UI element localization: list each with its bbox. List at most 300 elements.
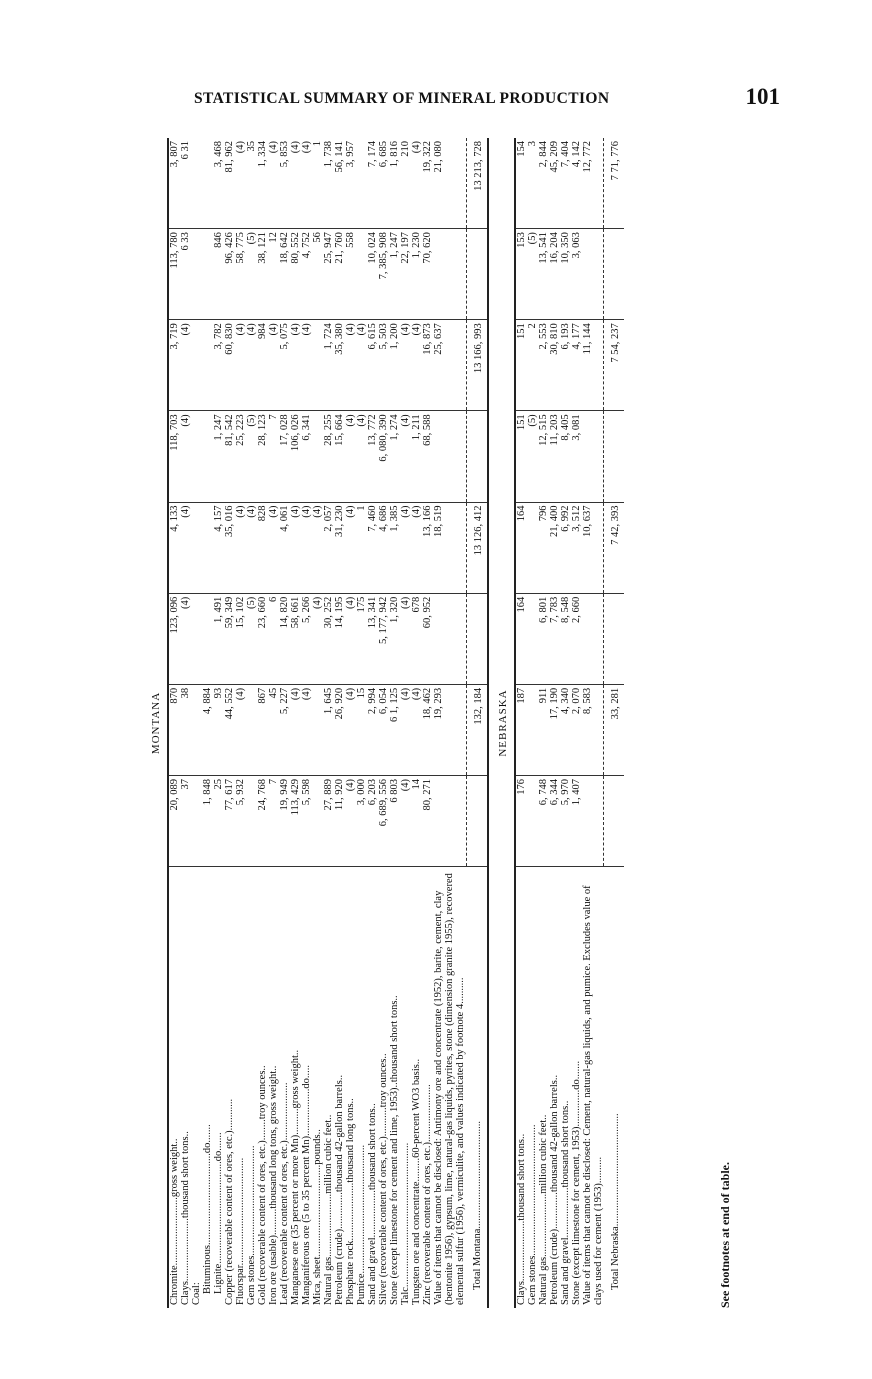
cell-value: 18, 519 bbox=[433, 502, 466, 593]
cell-value: 558 bbox=[345, 229, 356, 320]
cell-value: 1, 816 bbox=[389, 138, 400, 229]
row-label: Tungsten ore and concentrate.........60-percent WO3 basis.. bbox=[411, 1058, 422, 1305]
row-label: Gem stones.......................................... bbox=[246, 1145, 257, 1305]
state-heading-row bbox=[142, 138, 168, 1308]
table-row bbox=[279, 138, 290, 1308]
cell-value: 11, 144 bbox=[582, 320, 604, 411]
cell-value: 6, 341 bbox=[301, 411, 312, 502]
cell-value bbox=[582, 593, 604, 684]
cell-value: 6, 748 bbox=[538, 775, 549, 866]
cell-value: 6, 615 bbox=[367, 320, 378, 411]
cell-value: 7, 404 bbox=[560, 138, 571, 229]
cell-value bbox=[202, 320, 213, 411]
cell-value: (4) bbox=[400, 320, 411, 411]
cell-value: (4) bbox=[345, 320, 356, 411]
cell-value: 27, 889 bbox=[323, 775, 334, 866]
cell-value: 5, 970 bbox=[560, 775, 571, 866]
cell-value bbox=[191, 320, 202, 411]
cell-value bbox=[433, 775, 466, 866]
cell-value: 2, 660 bbox=[571, 593, 582, 684]
cell-value bbox=[527, 775, 538, 866]
cell-value: (4) bbox=[301, 138, 312, 229]
row-label: Sand and gravel..................thousand short tons.. bbox=[367, 1103, 378, 1305]
cell-value bbox=[527, 593, 538, 684]
row-label: Petroleum (crude)..............thousand 42-gallon barrels.. bbox=[548, 1074, 560, 1305]
cell-value: 19, 322 bbox=[422, 138, 433, 229]
cell-value bbox=[191, 229, 202, 320]
row-label: Clays........................thousand short tons.. bbox=[180, 1131, 191, 1305]
cell-value: 4, 157 bbox=[213, 502, 224, 593]
cell-value bbox=[202, 411, 213, 502]
cell-value: 28, 255 bbox=[323, 411, 334, 502]
row-label: Pumice................................................. bbox=[356, 1144, 367, 1305]
cell-value: 1, 334 bbox=[257, 138, 268, 229]
cell-value: 2, 994 bbox=[367, 684, 378, 775]
total-value bbox=[466, 593, 488, 684]
cell-value bbox=[312, 775, 323, 866]
cell-value: 1, 200 bbox=[389, 320, 400, 411]
cell-value: 16, 204 bbox=[549, 229, 560, 320]
cell-value: 176 bbox=[515, 775, 527, 866]
cell-value: 22, 197 bbox=[400, 229, 411, 320]
table-row bbox=[257, 138, 268, 1308]
cell-value: 1, 645 bbox=[323, 684, 334, 775]
table-row bbox=[433, 138, 466, 1308]
cell-value: 4, 061 bbox=[279, 502, 290, 593]
cell-value: 21, 400 bbox=[549, 502, 560, 593]
cell-value: 25, 223 bbox=[235, 411, 246, 502]
table-row bbox=[213, 138, 224, 1308]
total-row bbox=[466, 138, 488, 1308]
running-title: STATISTICAL SUMMARY OF MINERAL PRODUCTION bbox=[194, 90, 610, 107]
cell-value: 15 bbox=[356, 684, 367, 775]
total-value bbox=[466, 411, 488, 502]
total-value bbox=[604, 411, 625, 502]
cell-value: 4, 133 bbox=[168, 502, 180, 593]
cell-value: 44, 552 bbox=[224, 684, 235, 775]
row-label: Stone (except limestone for cement, 1953)..............do....... bbox=[570, 1060, 582, 1305]
row-label: Mica, sheet...................................pounds.. bbox=[312, 1129, 323, 1305]
row-label: Value of items that cannot be disclosed: Cement, natural-gas liquids, and pumice. Excludes value of clays used for cement (1953).......... bbox=[581, 885, 604, 1305]
table-row bbox=[422, 138, 433, 1308]
cell-value: 6 1, 125 bbox=[389, 684, 400, 775]
cell-value: 12 bbox=[268, 229, 279, 320]
cell-value: 7, 385, 908 bbox=[378, 229, 389, 320]
cell-value: 13, 772 bbox=[367, 411, 378, 502]
cell-value: 19, 949 bbox=[279, 775, 290, 866]
cell-value: (4) bbox=[235, 502, 246, 593]
total-value: 13 213, 728 bbox=[466, 138, 488, 229]
cell-value bbox=[527, 502, 538, 593]
cell-value: (4) bbox=[180, 593, 191, 684]
row-label: Lead (recoverable content of ores, etc.)...................... bbox=[279, 1082, 290, 1305]
cell-value: 24, 768 bbox=[257, 775, 268, 866]
state-heading: NEBRASKA bbox=[488, 138, 515, 1308]
cell-value: 1, 247 bbox=[213, 411, 224, 502]
cell-value: 151 bbox=[515, 411, 527, 502]
cell-value: 1, 724 bbox=[323, 320, 334, 411]
table-row bbox=[202, 138, 213, 1308]
cell-value: (5) bbox=[527, 229, 538, 320]
cell-value bbox=[202, 138, 213, 229]
cell-value: 3, 782 bbox=[213, 320, 224, 411]
cell-value: 7, 174 bbox=[367, 138, 378, 229]
table-row bbox=[378, 138, 389, 1308]
cell-value bbox=[191, 775, 202, 866]
cell-value: 17, 028 bbox=[279, 411, 290, 502]
cell-value: (4) bbox=[411, 684, 422, 775]
cell-value: 17, 190 bbox=[549, 684, 560, 775]
cell-value: (4) bbox=[400, 684, 411, 775]
total-value bbox=[604, 593, 625, 684]
cell-value: 846 bbox=[213, 229, 224, 320]
cell-value: 187 bbox=[515, 684, 527, 775]
cell-value: 13, 541 bbox=[538, 229, 549, 320]
total-value: 13 166, 993 bbox=[466, 320, 488, 411]
cell-value: 21, 080 bbox=[433, 138, 466, 229]
table-row bbox=[356, 138, 367, 1308]
cell-value: 25 bbox=[213, 775, 224, 866]
cell-value: 81, 542 bbox=[224, 411, 235, 502]
cell-value bbox=[191, 593, 202, 684]
cell-value: 2 bbox=[527, 320, 538, 411]
row-label: Manganese ore (35 percent or more Mn)..........gross weight.. bbox=[290, 1049, 301, 1305]
cell-value: (4) bbox=[268, 320, 279, 411]
cell-value: 35, 016 bbox=[224, 502, 235, 593]
cell-value bbox=[356, 138, 367, 229]
cell-value bbox=[191, 684, 202, 775]
cell-value bbox=[246, 775, 257, 866]
cell-value: 5, 503 bbox=[378, 320, 389, 411]
cell-value: 5, 266 bbox=[301, 593, 312, 684]
cell-value: 4, 177 bbox=[571, 320, 582, 411]
table-row bbox=[224, 138, 235, 1308]
cell-value: 35, 380 bbox=[334, 320, 345, 411]
cell-value: 1, 274 bbox=[389, 411, 400, 502]
row-label: Phosphate rock......................thousand long tons.. bbox=[345, 1098, 356, 1305]
cell-value: (4) bbox=[235, 138, 246, 229]
cell-value: 45 bbox=[268, 684, 279, 775]
cell-value: 113, 780 bbox=[168, 229, 180, 320]
cell-value: 984 bbox=[257, 320, 268, 411]
table-row bbox=[180, 138, 191, 1308]
cell-value: 12, 515 bbox=[538, 411, 549, 502]
cell-value: 3, 512 bbox=[571, 502, 582, 593]
cell-value: 28, 123 bbox=[257, 411, 268, 502]
row-label: Gem stones.................................................. bbox=[526, 1124, 538, 1305]
row-label: Copper (recoverable content of ores, etc.)............ bbox=[224, 1098, 235, 1305]
table-row bbox=[389, 138, 400, 1308]
cell-value: 37 bbox=[180, 775, 191, 866]
cell-value: 80, 552 bbox=[290, 229, 301, 320]
cell-value: 30, 252 bbox=[323, 593, 334, 684]
table-row bbox=[560, 138, 571, 1308]
cell-value: (4) bbox=[345, 684, 356, 775]
row-label: Petroleum (crude)..............thousand 42-gallon barrels.. bbox=[334, 1074, 345, 1305]
cell-value: (4) bbox=[400, 502, 411, 593]
row-label: Sand and gravel...................thousand short tons.. bbox=[559, 1100, 571, 1305]
total-label: Total Montana......................................... bbox=[472, 1121, 483, 1290]
table-row bbox=[400, 138, 411, 1308]
cell-value: (4) bbox=[345, 775, 356, 866]
cell-value: (4) bbox=[180, 411, 191, 502]
cell-value: (4) bbox=[235, 320, 246, 411]
cell-value: (4) bbox=[290, 502, 301, 593]
table-row bbox=[411, 138, 422, 1308]
cell-value bbox=[312, 320, 323, 411]
cell-value: (4) bbox=[400, 593, 411, 684]
cell-value: (4) bbox=[301, 684, 312, 775]
cell-value: 113, 429 bbox=[290, 775, 301, 866]
cell-value: 828 bbox=[257, 502, 268, 593]
cell-value: 6, 193 bbox=[560, 320, 571, 411]
table-row bbox=[538, 138, 549, 1308]
total-value: 7 42, 393 bbox=[604, 502, 625, 593]
cell-value: 1, 247 bbox=[389, 229, 400, 320]
rotated-table-area bbox=[130, 128, 730, 1308]
cell-value: 911 bbox=[538, 684, 549, 775]
cell-value: 175 bbox=[356, 593, 367, 684]
cell-value: 60, 952 bbox=[422, 593, 433, 684]
table-row bbox=[515, 138, 527, 1308]
table-row bbox=[334, 138, 345, 1308]
cell-value bbox=[202, 593, 213, 684]
cell-value: 7 bbox=[268, 775, 279, 866]
cell-value: 2, 057 bbox=[323, 502, 334, 593]
cell-value: 5, 075 bbox=[279, 320, 290, 411]
cell-value: 154 bbox=[515, 138, 527, 229]
cell-value: 6, 685 bbox=[378, 138, 389, 229]
table-row bbox=[582, 138, 604, 1308]
cell-value bbox=[202, 502, 213, 593]
cell-value: 8, 405 bbox=[560, 411, 571, 502]
row-label: Gold (recoverable content of ores, etc.)........troy ounces.. bbox=[257, 1065, 268, 1305]
total-label: Total Nebraska........................................... bbox=[609, 1113, 621, 1290]
cell-value: 70, 620 bbox=[422, 229, 433, 320]
cell-value bbox=[246, 684, 257, 775]
cell-value: 58, 775 bbox=[235, 229, 246, 320]
cell-value: 4, 686 bbox=[378, 502, 389, 593]
cell-value: 11, 920 bbox=[334, 775, 345, 866]
cell-value: 18, 462 bbox=[422, 684, 433, 775]
table-body bbox=[142, 138, 624, 1308]
cell-value: 1, 491 bbox=[213, 593, 224, 684]
cell-value: 6 31 bbox=[180, 138, 191, 229]
cell-value: (4) bbox=[290, 138, 301, 229]
cell-value: 38 bbox=[180, 684, 191, 775]
cell-value: (4) bbox=[411, 502, 422, 593]
cell-value bbox=[312, 411, 323, 502]
cell-value: 5, 932 bbox=[235, 775, 246, 866]
row-label: Natural gas........................million cubic feet.. bbox=[323, 1114, 334, 1305]
cell-value: 6, 203 bbox=[367, 775, 378, 866]
cell-value: 6 bbox=[268, 593, 279, 684]
row-label: Value of items that cannot be disclosed: Antimony ore and concentrate (1952), barite, cement, clay (bentonite 1956), gypsum, lime, natural-gas liquids, pyrites, stone (dimension granite 1955), recovered elemental sulfur (1956), vermiculite, and values indicated by footnote 4.......... bbox=[433, 873, 466, 1305]
cell-value: 10, 024 bbox=[367, 229, 378, 320]
cell-value bbox=[582, 775, 604, 866]
cell-value: 58, 661 bbox=[290, 593, 301, 684]
cell-value: 1, 320 bbox=[389, 593, 400, 684]
cell-value: (4) bbox=[268, 502, 279, 593]
state-heading: MONTANA bbox=[150, 691, 162, 755]
cell-value: 5, 853 bbox=[279, 138, 290, 229]
row-label: Chromite..........................gross weight.. bbox=[168, 867, 180, 1308]
cell-value: 14 bbox=[411, 775, 422, 866]
rotated-page bbox=[130, 128, 730, 1308]
cell-value: 1 bbox=[312, 138, 323, 229]
row-label: Zinc (recoverable content of ores, etc.)...................... bbox=[422, 1084, 433, 1305]
cell-value: 1, 230 bbox=[411, 229, 422, 320]
cell-value: 2, 070 bbox=[571, 684, 582, 775]
cell-value: 21, 760 bbox=[334, 229, 345, 320]
table-row bbox=[323, 138, 334, 1308]
cell-value: (4) bbox=[235, 684, 246, 775]
cell-value: 6, 992 bbox=[560, 502, 571, 593]
cell-value: 6, 080, 390 bbox=[378, 411, 389, 502]
cell-value: (4) bbox=[345, 502, 356, 593]
cell-value: 164 bbox=[515, 502, 527, 593]
total-value bbox=[604, 229, 625, 320]
cell-value: (4) bbox=[312, 593, 323, 684]
cell-value: (4) bbox=[345, 593, 356, 684]
cell-value: 1, 407 bbox=[571, 775, 582, 866]
cell-value: 1 bbox=[356, 502, 367, 593]
row-label: Talc....................................................... bbox=[400, 1142, 411, 1305]
cell-value: 81, 962 bbox=[224, 138, 235, 229]
cell-value: 25, 947 bbox=[323, 229, 334, 320]
cell-value: (4) bbox=[246, 320, 257, 411]
cell-value: 106, 026 bbox=[290, 411, 301, 502]
cell-value: 31, 230 bbox=[334, 502, 345, 593]
table-row bbox=[301, 138, 312, 1308]
row-label: Fluorspar......................................... bbox=[235, 1157, 246, 1305]
cell-value: 8, 548 bbox=[560, 593, 571, 684]
cell-value: 77, 617 bbox=[224, 775, 235, 866]
total-row bbox=[604, 138, 625, 1308]
cell-value: 10, 350 bbox=[560, 229, 571, 320]
cell-value: 96, 426 bbox=[224, 229, 235, 320]
cell-value: 2, 553 bbox=[538, 320, 549, 411]
cell-value: 68, 588 bbox=[422, 411, 433, 502]
total-value bbox=[466, 775, 488, 866]
cell-value: 14, 195 bbox=[334, 593, 345, 684]
cell-value: 3, 807 bbox=[168, 138, 180, 229]
cell-value: 15, 664 bbox=[334, 411, 345, 502]
row-label: Silver (recoverable content of ores, etc.)...........troy ounces.. bbox=[378, 1053, 389, 1305]
table-row bbox=[168, 138, 180, 1308]
cell-value: 3, 719 bbox=[168, 320, 180, 411]
cell-value: 4, 142 bbox=[571, 138, 582, 229]
table-row bbox=[571, 138, 582, 1308]
row-label: Stone (except limestone for cement and lime, 1953)..thousand short tons.. bbox=[389, 995, 400, 1305]
cell-value: 16, 873 bbox=[422, 320, 433, 411]
cell-value: (5) bbox=[246, 411, 257, 502]
cell-value: 56 bbox=[312, 229, 323, 320]
cell-value bbox=[191, 411, 202, 502]
page-number: 101 bbox=[745, 84, 780, 109]
cell-value: (4) bbox=[345, 411, 356, 502]
total-value: 13 126, 412 bbox=[466, 502, 488, 593]
cell-value bbox=[202, 229, 213, 320]
total-value: 33, 281 bbox=[604, 684, 625, 775]
cell-value: 56, 141 bbox=[334, 138, 345, 229]
cell-value: (4) bbox=[356, 320, 367, 411]
footnote-reference: See footnotes at end of table. bbox=[718, 1162, 732, 1308]
cell-value: 1, 385 bbox=[389, 502, 400, 593]
cell-value: 7 bbox=[268, 411, 279, 502]
cell-value: 10, 637 bbox=[582, 502, 604, 593]
cell-value: 6 803 bbox=[389, 775, 400, 866]
cell-value: 6, 801 bbox=[538, 593, 549, 684]
cell-value: 3, 468 bbox=[213, 138, 224, 229]
cell-value: 59, 349 bbox=[224, 593, 235, 684]
cell-value: 123, 096 bbox=[168, 593, 180, 684]
cell-value: 164 bbox=[515, 593, 527, 684]
cell-value: (4) bbox=[246, 502, 257, 593]
cell-value: (4) bbox=[290, 320, 301, 411]
cell-value: 1, 211 bbox=[411, 411, 422, 502]
cell-value: 2, 844 bbox=[538, 138, 549, 229]
table-row bbox=[235, 138, 246, 1308]
cell-value: 11, 203 bbox=[549, 411, 560, 502]
cell-value: 1, 848 bbox=[202, 775, 213, 866]
cell-value: (4) bbox=[268, 138, 279, 229]
cell-value bbox=[433, 229, 466, 320]
cell-value: 5, 598 bbox=[301, 775, 312, 866]
cell-value: (4) bbox=[180, 502, 191, 593]
cell-value: 30, 810 bbox=[549, 320, 560, 411]
cell-value: 20, 089 bbox=[168, 775, 180, 866]
cell-value: (4) bbox=[301, 320, 312, 411]
cell-value: 12, 772 bbox=[582, 138, 604, 229]
cell-value: 7, 460 bbox=[367, 502, 378, 593]
cell-value: (4) bbox=[301, 502, 312, 593]
table-row bbox=[246, 138, 257, 1308]
cell-value: 6 33 bbox=[180, 229, 191, 320]
table-row bbox=[191, 138, 202, 1308]
cell-value bbox=[191, 502, 202, 593]
cell-value: 6, 054 bbox=[378, 684, 389, 775]
cell-value: 14, 820 bbox=[279, 593, 290, 684]
cell-value: (4) bbox=[400, 411, 411, 502]
cell-value: 60, 830 bbox=[224, 320, 235, 411]
table-row bbox=[527, 138, 538, 1308]
row-label: Manganiferous ore (5 to 35 percent Mn)..................do..... bbox=[301, 1065, 312, 1305]
row-label: Coal: bbox=[191, 1282, 202, 1305]
cell-value: 870 bbox=[168, 684, 180, 775]
cell-value: 25, 637 bbox=[433, 320, 466, 411]
cell-value: 796 bbox=[538, 502, 549, 593]
cell-value: 5, 177, 942 bbox=[378, 593, 389, 684]
cell-value: 867 bbox=[257, 684, 268, 775]
cell-value: 7, 783 bbox=[549, 593, 560, 684]
cell-value: 26, 920 bbox=[334, 684, 345, 775]
row-label: Natural gas........................million cubic feet.. bbox=[537, 1114, 549, 1305]
cell-value: 210 bbox=[400, 138, 411, 229]
cell-value: 93 bbox=[213, 684, 224, 775]
cell-value: 3 bbox=[527, 138, 538, 229]
table-row bbox=[290, 138, 301, 1308]
cell-value: 8, 583 bbox=[582, 684, 604, 775]
cell-value: (4) bbox=[400, 775, 411, 866]
cell-value: (5) bbox=[246, 229, 257, 320]
cell-value: 35 bbox=[246, 138, 257, 229]
page-header bbox=[190, 84, 780, 114]
cell-value: 45, 209 bbox=[549, 138, 560, 229]
cell-value: 118, 703 bbox=[168, 411, 180, 502]
cell-value: (4) bbox=[180, 320, 191, 411]
cell-value bbox=[191, 138, 202, 229]
